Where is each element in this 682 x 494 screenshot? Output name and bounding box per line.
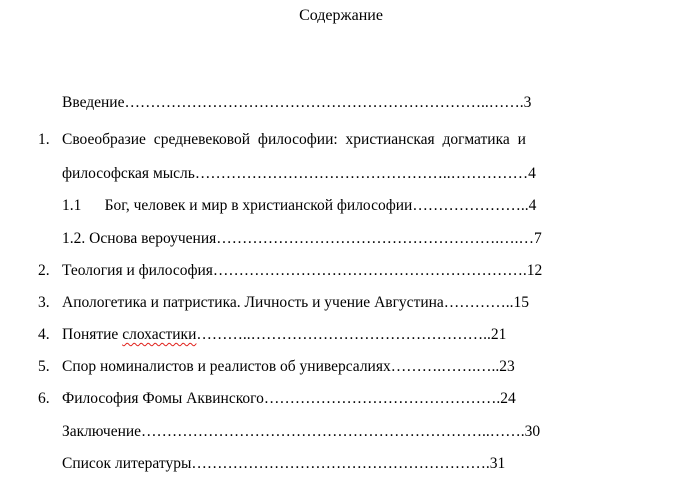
- toc-entry-1-2: [62, 229, 642, 249]
- toc-entry-number: 1.: [38, 131, 50, 148]
- toc-entry-number: 6.: [38, 390, 50, 407]
- toc-entry-1-cont: [62, 164, 642, 184]
- toc-entry-text: Теология и философия…………………………………………………….12: [62, 262, 543, 279]
- toc-entry-5: [0, 357, 682, 377]
- toc-entry-text: 1.1 Бог, человек и мир в христианской философии…………………..4: [62, 197, 537, 214]
- toc-entry-text: Спор номиналистов и реалистов об универсалиях……….…….…..23: [62, 358, 515, 375]
- toc-entry-text: Своеобразие средневековой философии: христианская догматика и: [62, 131, 526, 148]
- toc-entry-6: [0, 389, 682, 409]
- toc-entry-references: [62, 454, 642, 474]
- toc-entry-number: 5.: [38, 358, 50, 375]
- toc-entry-intro: [62, 93, 642, 113]
- misspelled-word: слохастики: [122, 326, 197, 343]
- toc-entry-text: Апологетика и патристика. Личность и учение Августина…………..15: [62, 294, 530, 311]
- toc-entry-text: Введение……………………………………………………………..…….3: [62, 94, 532, 111]
- toc-entry-number: 2.: [38, 262, 50, 279]
- toc-entry-text: Философия Фомы Аквинского……………………………………….24: [62, 390, 516, 407]
- page-title: Содержание: [299, 7, 383, 24]
- toc-entry-2: [0, 261, 682, 281]
- toc-entry-4: [0, 325, 682, 345]
- toc-entry-text: Заключение…………………………………………………………..…….30: [62, 423, 541, 440]
- toc-entry-number: 3.: [38, 294, 50, 311]
- toc-entry-text: философская мысль…………………………………………..……………4: [62, 165, 536, 182]
- toc-entry-text-suffix: ………..………………………………………..21: [196, 326, 507, 343]
- toc-entry-text-prefix: Понятие: [62, 326, 123, 343]
- toc-entry-conclusion: [62, 422, 642, 442]
- toc-entry-text: 1.2. Основа вероучения……………………………………………….….…7: [62, 230, 542, 247]
- toc-entry-number: 4.: [38, 326, 50, 343]
- toc-entry-text: Список литературы………………………………………………….31: [62, 455, 506, 472]
- toc-entry-text: [62, 325, 506, 345]
- toc-entry-1: [0, 130, 682, 150]
- toc-entry-3: [0, 293, 682, 313]
- toc-entry-1-1: [62, 196, 642, 216]
